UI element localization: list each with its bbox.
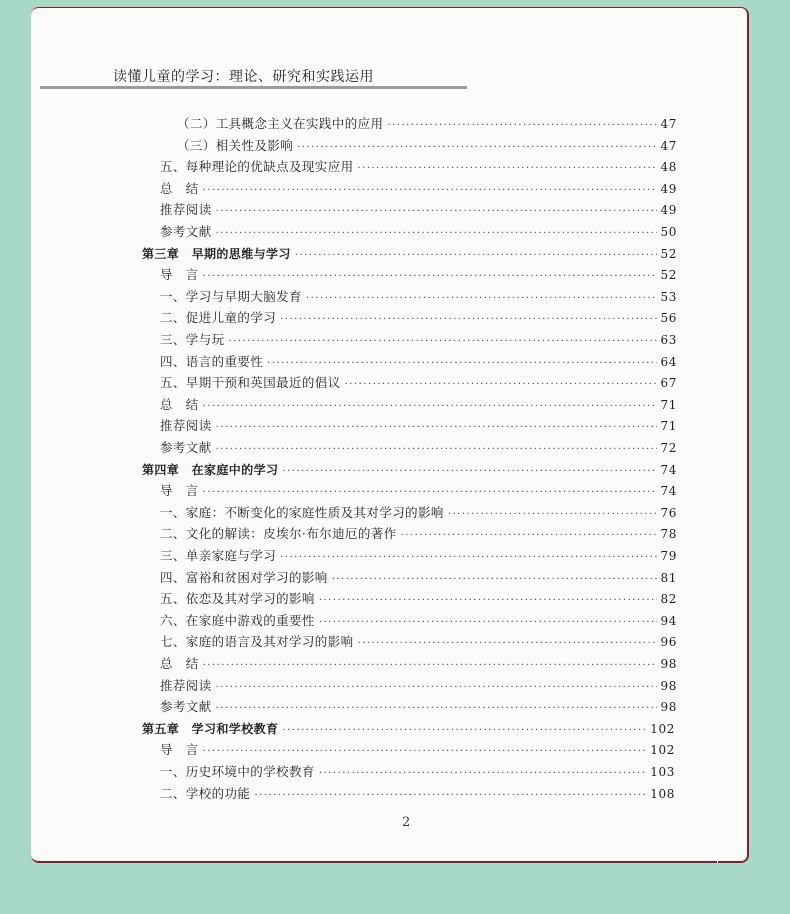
toc-entry (160, 589, 677, 609)
dot-leader (448, 505, 657, 525)
toc-entry-page: 52 (660, 246, 677, 261)
toc-entry-page: 76 (660, 505, 677, 520)
toc-entry (160, 503, 677, 523)
dot-leader (216, 440, 657, 460)
toc-entry-title: 二、学校的功能 (160, 785, 251, 801)
toc-entry-page: 49 (660, 181, 677, 196)
toc-entry (160, 438, 677, 458)
toc-entry-title: 第四章 在家庭中的学习 (142, 462, 279, 477)
toc-entry-title: 五、依恋及其对学习的影响 (160, 591, 315, 607)
toc-entry (160, 287, 677, 307)
toc-entry-title: 二、文化的解读：皮埃尔·布尔迪厄的著作 (160, 526, 397, 542)
toc-entry-title: 导 言 (160, 483, 199, 499)
toc-entry (160, 784, 675, 804)
toc-entry-title: 参考文献 (160, 699, 212, 715)
dot-leader (282, 462, 656, 482)
toc-entry-page: 49 (660, 203, 677, 218)
toc-entry (160, 546, 677, 566)
dot-leader (216, 699, 657, 719)
toc-entry (160, 352, 677, 372)
toc-chapter-entry (142, 460, 677, 480)
dot-leader (358, 634, 657, 654)
toc-entry-title: 一、历史环境中的学校教育 (160, 764, 315, 779)
page-edge-mark (717, 853, 718, 863)
dot-leader (280, 548, 656, 568)
dot-leader (332, 570, 657, 590)
toc-entry-title: 三、单亲家庭与学习 (160, 548, 277, 563)
toc-entry-title: 六、在家庭中游戏的重要性 (160, 612, 315, 628)
dot-leader (203, 397, 657, 417)
toc-entry-page: 48 (660, 160, 677, 175)
toc-entry-page: 47 (660, 117, 677, 131)
dot-leader (319, 591, 657, 611)
toc-entry-page: 67 (660, 376, 677, 391)
dot-leader (216, 678, 657, 698)
toc-entry (160, 265, 677, 285)
toc-entry-page: 82 (660, 592, 677, 607)
toc-entry-page: 81 (660, 570, 677, 585)
toc-entry (160, 697, 677, 717)
toc-entry (160, 373, 677, 393)
dot-leader (203, 267, 657, 287)
toc-entry (160, 632, 677, 652)
toc-entry-title: 参考文献 (160, 440, 212, 455)
toc-entry (160, 481, 677, 501)
toc-entry-page: 102 (650, 743, 675, 758)
toc-entry-page: 72 (660, 441, 677, 455)
dot-leader (319, 764, 646, 784)
toc-entry-page: 64 (660, 354, 677, 369)
dot-leader (229, 332, 657, 352)
toc-entry (160, 308, 677, 328)
toc-entry-title: 参考文献 (160, 224, 212, 239)
toc-entry-page: 103 (650, 765, 675, 779)
dot-leader (254, 786, 646, 806)
toc-entry-page: 78 (660, 527, 677, 542)
toc-entry-page: 98 (660, 700, 677, 715)
toc-entry-title: 四、语言的重要性 (160, 353, 264, 369)
toc-entry (160, 416, 677, 436)
running-head: 读懂儿童的学习：理论、研究和实践运用 (113, 69, 374, 85)
toc-entry-title: 五、早期干预和英国最近的倡议 (160, 375, 341, 391)
toc-entry-page: 56 (660, 311, 677, 326)
dot-leader (203, 483, 657, 503)
toc-entry-title: 第三章 早期的思维与学习 (142, 246, 291, 261)
dot-leader (267, 354, 656, 374)
toc-entry-page: 94 (660, 613, 677, 628)
dot-leader (203, 181, 657, 201)
dot-leader (216, 224, 657, 244)
dot-leader (203, 742, 647, 762)
toc-entry-page: 79 (660, 549, 677, 563)
toc-chapter-entry (142, 244, 677, 264)
header-rule (40, 86, 467, 89)
toc-entry-page: 98 (660, 678, 677, 693)
dot-leader (282, 721, 646, 741)
dot-leader (358, 159, 657, 179)
toc-entry (160, 568, 677, 588)
toc-entry (160, 157, 677, 177)
dot-leader (216, 418, 657, 438)
dot-leader (306, 289, 657, 309)
toc-entry (160, 611, 677, 631)
dot-leader (297, 138, 656, 158)
toc-entry-title: 推荐阅读 (160, 677, 212, 693)
toc-chapter-entry (142, 719, 675, 739)
toc-entry (177, 136, 677, 156)
toc-entry-title: 一、家庭：不断变化的家庭性质及其对学习的影响 (160, 504, 444, 520)
toc-entry-page: 63 (660, 333, 677, 347)
toc-entry (160, 524, 677, 544)
toc-entry-title: 导 言 (160, 742, 199, 758)
toc-entry-title: 总 结 (160, 396, 199, 412)
dot-leader (345, 375, 657, 395)
toc-entry-title: 导 言 (160, 267, 199, 283)
toc-entry (160, 676, 677, 696)
toc-entry (160, 762, 675, 782)
toc-entry-title: 总 结 (160, 656, 199, 671)
toc-entry-title: 五、每种理论的优缺点及现实应用 (160, 159, 354, 175)
dot-leader (295, 246, 657, 266)
toc-entry-title: 总 结 (160, 180, 199, 196)
toc-entry-page: 71 (660, 419, 677, 434)
toc-entry-title: （三）相关性及影响 (177, 137, 294, 153)
toc-entry (160, 395, 677, 415)
dot-leader (203, 656, 657, 676)
toc-entry (160, 222, 677, 242)
toc-entry-title: 二、促进儿童的学习 (160, 310, 277, 326)
toc-entry-page: 71 (660, 397, 677, 412)
toc-entry-title: 四、富裕和贫困对学习的影响 (160, 569, 328, 585)
page-number: 2 (402, 815, 411, 830)
dot-leader (387, 116, 656, 136)
toc-entry-title: 三、学与玩 (160, 332, 225, 347)
dot-leader (319, 613, 657, 633)
toc-entry-title: 推荐阅读 (160, 202, 212, 218)
toc-entry-page: 74 (660, 484, 677, 499)
toc-entry-title: （二）工具概念主义在实践中的应用 (177, 116, 384, 131)
toc-entry-title: 一、学习与早期大脑发育 (160, 288, 302, 304)
toc-entry-page: 52 (660, 268, 677, 283)
toc-entry-page: 96 (660, 635, 677, 650)
toc-entry (160, 200, 677, 220)
toc-entry-page: 53 (660, 289, 677, 304)
toc-entry-title: 七、家庭的语言及其对学习的影响 (160, 634, 354, 650)
toc-entry-title: 推荐阅读 (160, 418, 212, 434)
toc-entry (160, 179, 677, 199)
dot-leader (401, 526, 657, 546)
toc-entry (177, 114, 677, 134)
toc-entry-page: 74 (660, 462, 677, 477)
toc-entry (160, 654, 677, 674)
toc-entry-page: 47 (660, 138, 677, 153)
dot-leader (216, 202, 657, 222)
toc-entry (160, 330, 677, 350)
toc-entry-page: 50 (660, 225, 677, 239)
toc-entry-page: 108 (650, 786, 675, 801)
toc-entry-title: 第五章 学习和学校教育 (142, 721, 279, 736)
toc-entry-page: 102 (650, 721, 675, 736)
dot-leader (280, 310, 656, 330)
toc-entry-page: 98 (660, 657, 677, 671)
toc-entry (160, 740, 675, 760)
